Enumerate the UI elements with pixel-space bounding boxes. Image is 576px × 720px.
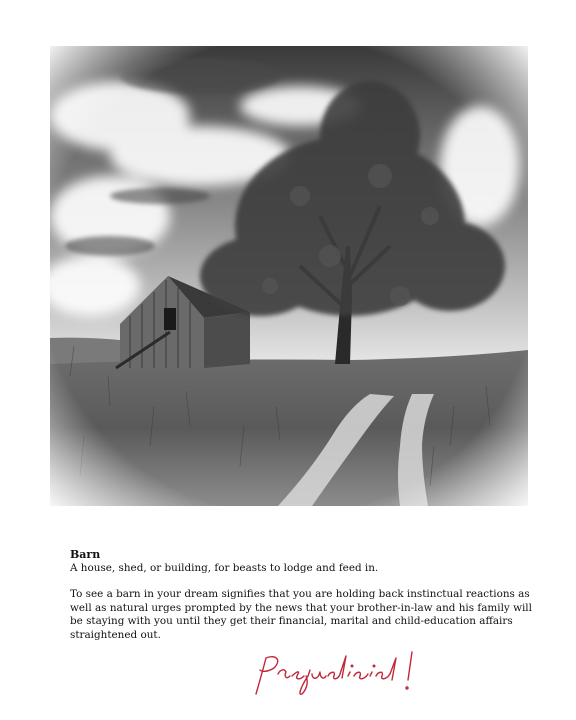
dream-entry bbox=[70, 548, 540, 643]
barn-landscape-photo bbox=[50, 46, 528, 506]
entry-body: To see a barn in your dream signifies that you are holding back instinctual reactions as well as natural urges prompted by the news that your brother-in-law and his family will be staying with you until they get their financial, marital and child-education affairs straightened out. bbox=[70, 588, 532, 641]
handwritten-signature bbox=[248, 650, 428, 700]
entry-definition: A house, shed, or building, for beasts to lodge and feed in. bbox=[70, 561, 379, 574]
entry-title: Barn bbox=[70, 548, 101, 561]
